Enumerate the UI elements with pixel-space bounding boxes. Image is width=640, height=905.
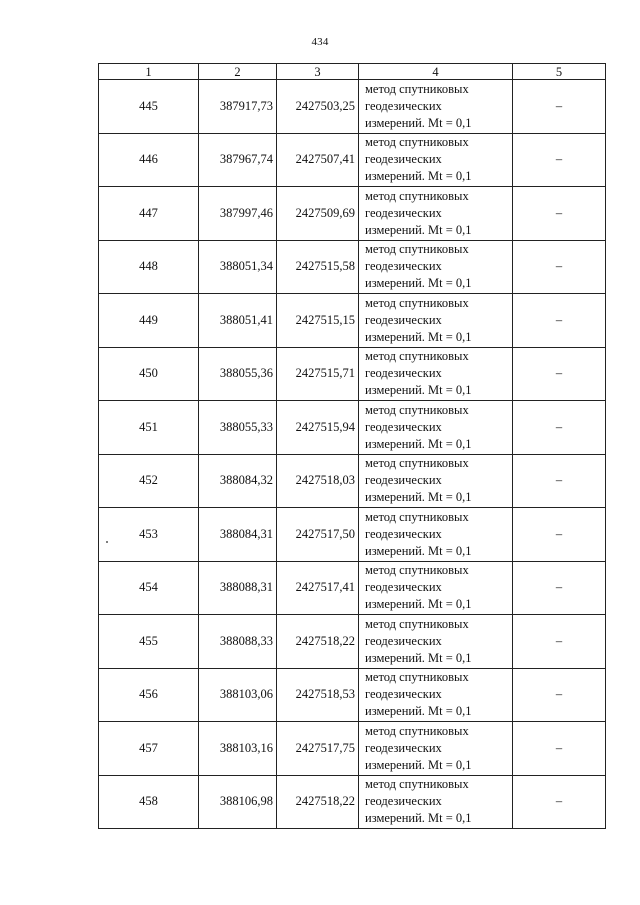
table-row xyxy=(99,294,606,348)
method-line: измерений. Mt = 0,1 xyxy=(365,704,472,719)
y-coordinate-cell: 2427515,94 xyxy=(277,401,359,455)
method-line: измерений. Mt = 0,1 xyxy=(365,276,472,291)
method-line: измерений. Mt = 0,1 xyxy=(365,329,472,344)
method-line: геодезических xyxy=(365,633,442,648)
method-line: измерений. Mt = 0,1 xyxy=(365,436,472,451)
table-row xyxy=(99,668,606,722)
method-line: измерений. Mt = 0,1 xyxy=(365,757,472,772)
x-coordinate-cell: 387917,73 xyxy=(199,80,277,134)
method-line: измерений. Mt = 0,1 xyxy=(365,650,472,665)
method-cell xyxy=(359,294,513,348)
point-number-cell: 448 xyxy=(99,240,199,294)
method-line: геодезических xyxy=(365,259,442,274)
coordinates-table xyxy=(98,63,606,829)
x-coordinate-cell: 388106,98 xyxy=(199,775,277,829)
method-cell xyxy=(359,80,513,134)
table-row xyxy=(99,775,606,829)
method-line: геодезических xyxy=(365,687,442,702)
table-row xyxy=(99,454,606,508)
table-header xyxy=(99,64,606,80)
method-line: геодезических xyxy=(365,366,442,381)
y-coordinate-cell: 2427518,03 xyxy=(277,454,359,508)
y-coordinate-cell: 2427515,71 xyxy=(277,347,359,401)
method-cell xyxy=(359,775,513,829)
method-line: измерений. Mt = 0,1 xyxy=(365,811,472,826)
column-header-5: 5 xyxy=(513,64,606,80)
method-line: метод спутниковых xyxy=(365,135,469,150)
table-row xyxy=(99,133,606,187)
x-coordinate-cell: 388051,41 xyxy=(199,294,277,348)
point-number-cell: 455 xyxy=(99,615,199,669)
method-cell xyxy=(359,401,513,455)
x-coordinate-cell: 388088,33 xyxy=(199,615,277,669)
y-coordinate-cell: 2427515,58 xyxy=(277,240,359,294)
method-line: измерений. Mt = 0,1 xyxy=(365,490,472,505)
method-line: метод спутниковых xyxy=(365,81,469,96)
method-line: измерений. Mt = 0,1 xyxy=(365,222,472,237)
y-coordinate-cell: 2427518,22 xyxy=(277,615,359,669)
method-line: геодезических xyxy=(365,152,442,167)
note-cell: – xyxy=(513,240,606,294)
table-row xyxy=(99,615,606,669)
table-row xyxy=(99,80,606,134)
method-line: измерений. Mt = 0,1 xyxy=(365,115,472,130)
table-row xyxy=(99,240,606,294)
note-cell: – xyxy=(513,615,606,669)
note-cell: – xyxy=(513,561,606,615)
method-line: метод спутниковых xyxy=(365,349,469,364)
method-cell xyxy=(359,722,513,776)
y-coordinate-cell: 2427517,75 xyxy=(277,722,359,776)
method-line: метод спутниковых xyxy=(365,188,469,203)
y-coordinate-cell: 2427503,25 xyxy=(277,80,359,134)
point-number-cell: 447 xyxy=(99,187,199,241)
y-coordinate-cell: 2427515,15 xyxy=(277,294,359,348)
method-line: геодезических xyxy=(365,740,442,755)
method-cell xyxy=(359,615,513,669)
x-coordinate-cell: 388055,33 xyxy=(199,401,277,455)
column-header-2: 2 xyxy=(199,64,277,80)
method-cell xyxy=(359,454,513,508)
point-number-cell: 457 xyxy=(99,722,199,776)
point-number-cell: 451 xyxy=(99,401,199,455)
method-line: метод спутниковых xyxy=(365,616,469,631)
method-line: метод спутниковых xyxy=(365,295,469,310)
method-line: метод спутниковых xyxy=(365,456,469,471)
point-number-cell: 456 xyxy=(99,668,199,722)
method-cell xyxy=(359,668,513,722)
method-cell xyxy=(359,561,513,615)
method-cell xyxy=(359,508,513,562)
method-line: геодезических xyxy=(365,205,442,220)
table-row xyxy=(99,187,606,241)
y-coordinate-cell: 2427517,50 xyxy=(277,508,359,562)
note-cell: – xyxy=(513,775,606,829)
note-cell: – xyxy=(513,454,606,508)
method-line: метод спутниковых xyxy=(365,509,469,524)
method-cell xyxy=(359,347,513,401)
x-coordinate-cell: 388103,06 xyxy=(199,668,277,722)
point-number-cell: 446 xyxy=(99,133,199,187)
y-coordinate-cell: 2427518,22 xyxy=(277,775,359,829)
table-row xyxy=(99,508,606,562)
note-cell: – xyxy=(513,401,606,455)
scan-speck xyxy=(106,541,108,543)
method-cell xyxy=(359,133,513,187)
method-line: геодезических xyxy=(365,98,442,113)
point-number-cell: 450 xyxy=(99,347,199,401)
note-cell: – xyxy=(513,347,606,401)
note-cell: – xyxy=(513,80,606,134)
point-number-cell: 445 xyxy=(99,80,199,134)
x-coordinate-cell: 388051,34 xyxy=(199,240,277,294)
note-cell: – xyxy=(513,187,606,241)
table-row xyxy=(99,722,606,776)
y-coordinate-cell: 2427517,41 xyxy=(277,561,359,615)
point-number-cell: 453 xyxy=(99,508,199,562)
column-header-1: 1 xyxy=(99,64,199,80)
note-cell: – xyxy=(513,668,606,722)
note-cell: – xyxy=(513,722,606,776)
x-coordinate-cell: 388055,36 xyxy=(199,347,277,401)
x-coordinate-cell: 388084,31 xyxy=(199,508,277,562)
column-header-3: 3 xyxy=(277,64,359,80)
method-cell xyxy=(359,240,513,294)
point-number-cell: 449 xyxy=(99,294,199,348)
method-line: измерений. Mt = 0,1 xyxy=(365,383,472,398)
y-coordinate-cell: 2427518,53 xyxy=(277,668,359,722)
note-cell: – xyxy=(513,133,606,187)
note-cell: – xyxy=(513,508,606,562)
method-line: геодезических xyxy=(365,526,442,541)
method-line: метод спутниковых xyxy=(365,563,469,578)
method-line: геодезических xyxy=(365,312,442,327)
table-row xyxy=(99,401,606,455)
y-coordinate-cell: 2427509,69 xyxy=(277,187,359,241)
x-coordinate-cell: 387967,74 xyxy=(199,133,277,187)
x-coordinate-cell: 388103,16 xyxy=(199,722,277,776)
method-line: метод спутниковых xyxy=(365,723,469,738)
method-line: метод спутниковых xyxy=(365,670,469,685)
method-line: измерений. Mt = 0,1 xyxy=(365,169,472,184)
y-coordinate-cell: 2427507,41 xyxy=(277,133,359,187)
method-line: измерений. Mt = 0,1 xyxy=(365,597,472,612)
page-number: 434 xyxy=(311,36,329,48)
table-row xyxy=(99,561,606,615)
table-row xyxy=(99,347,606,401)
x-coordinate-cell: 388084,32 xyxy=(199,454,277,508)
column-header-4: 4 xyxy=(359,64,513,80)
method-cell xyxy=(359,187,513,241)
point-number-cell: 452 xyxy=(99,454,199,508)
point-number-cell: 454 xyxy=(99,561,199,615)
method-line: геодезических xyxy=(365,580,442,595)
note-cell: – xyxy=(513,294,606,348)
method-line: геодезических xyxy=(365,794,442,809)
header-row xyxy=(99,64,606,80)
x-coordinate-cell: 388088,31 xyxy=(199,561,277,615)
method-line: геодезических xyxy=(365,473,442,488)
point-number-cell: 458 xyxy=(99,775,199,829)
table-body xyxy=(99,80,606,829)
method-line: геодезических xyxy=(365,419,442,434)
method-line: измерений. Mt = 0,1 xyxy=(365,543,472,558)
x-coordinate-cell: 387997,46 xyxy=(199,187,277,241)
method-line: метод спутниковых xyxy=(365,242,469,257)
method-line: метод спутниковых xyxy=(365,777,469,792)
method-line: метод спутниковых xyxy=(365,402,469,417)
